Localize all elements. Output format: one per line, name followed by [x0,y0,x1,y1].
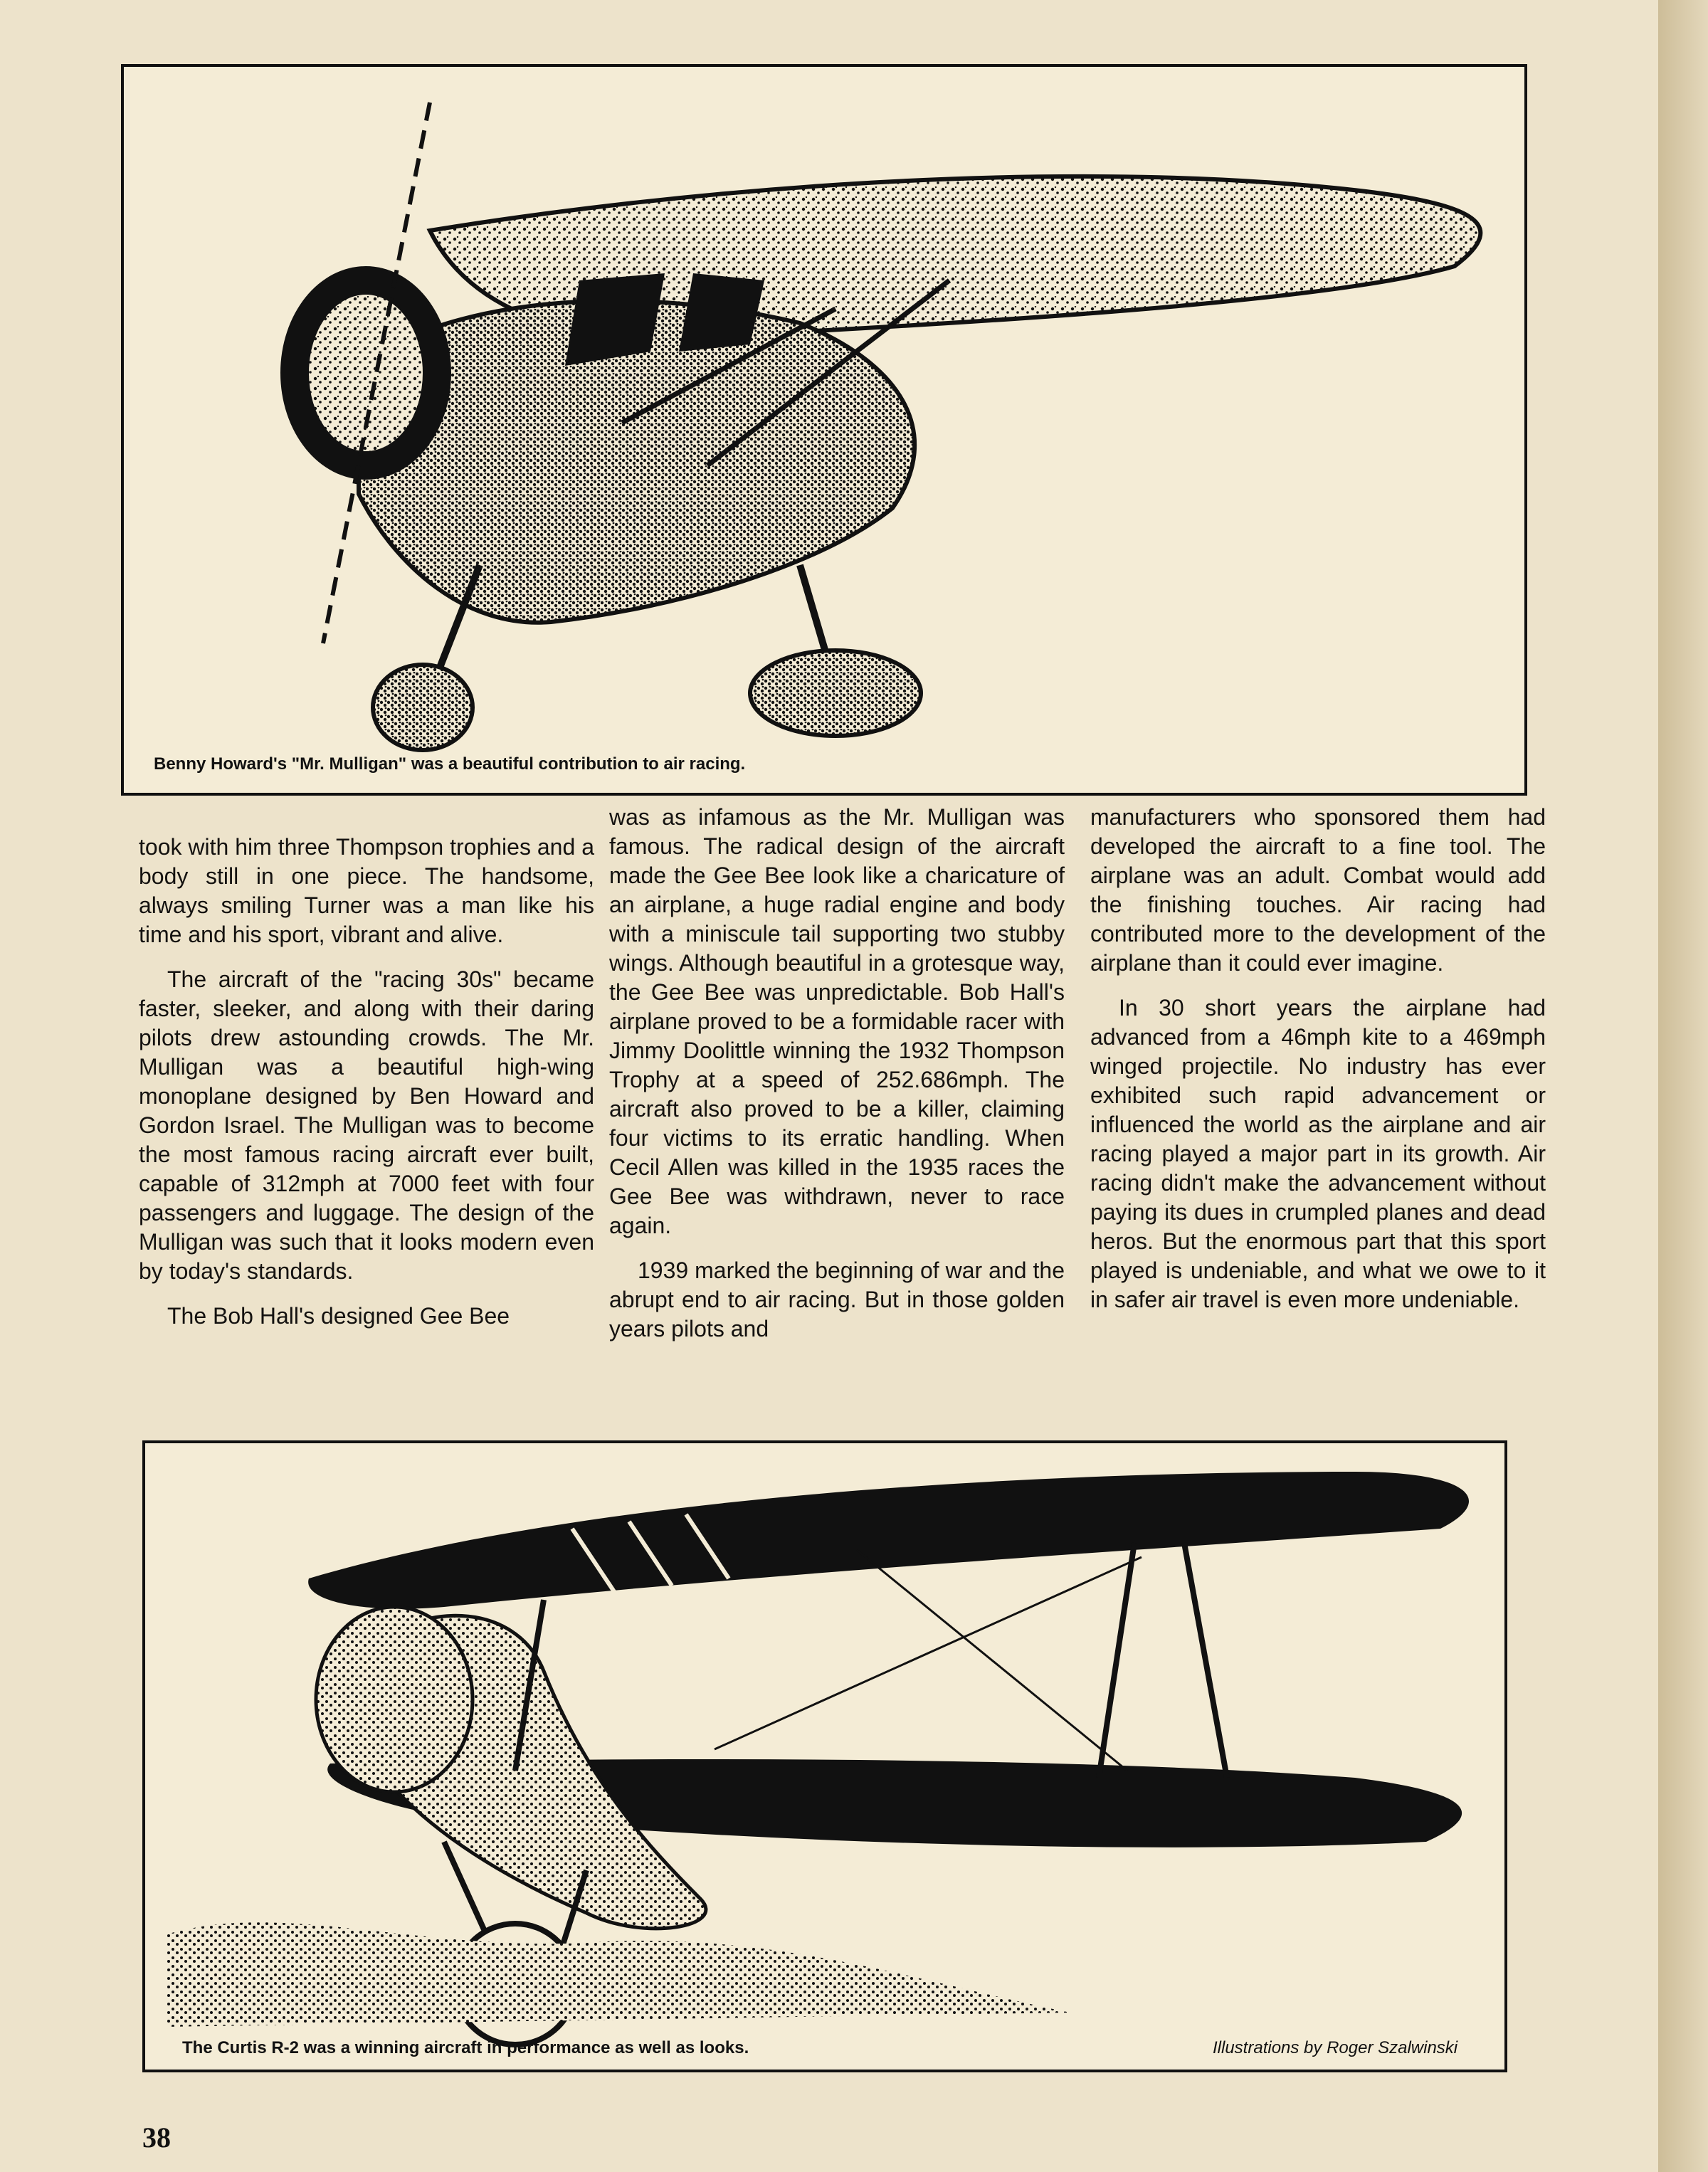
illustration-credit: Illustrations by Roger Szalwinski [1213,2038,1458,2057]
paragraph: was as infamous as the Mr. Mulligan was famous. The radical design of the aircraft made the Gee Bee look like a charicature of an airplane, a huge radial engine and body with a miniscule tail supporting two stubby wings. Although beautiful in a grotesque way, the Gee Bee was unpredictable. Bob Hall's airplane proved to be a formidable racer with Jimmy Doolittle winning the 1932 Thompson Trophy at a speed of 252.686mph. The aircraft also proved to be a killer, claiming four victims to its erratic handling. When Cecil Allen was killed in the 1935 races the Gee Bee was withdrawn, never to race again. [609,804,1065,1238]
page-edge [1658,0,1708,2172]
paragraph: 1939 marked the beginning of war and the abrupt end to air racing. But in those golden years pilots and [609,1258,1065,1341]
mr-mulligan-illustration [121,64,1527,796]
mr-mulligan-drawing [124,67,1524,793]
text-column-1 [139,833,594,1346]
curtis-r2-drawing [145,1443,1504,2070]
figure-caption: Benny Howard's "Mr. Mulligan" was a beautiful contribution to air racing. [154,754,746,774]
paragraph: took with him three Thompson trophies and a body still in one piece. The handsome, always smiling Turner was a man like his time and his sport, vibrant and alive. [139,834,594,947]
page-number: 38 [142,2121,171,2153]
paragraph: The aircraft of the "racing 30s" became faster, sleeker, and along with their daring pilots drew astounding crowds. The Mr. Mulligan was a beautiful high-wing monoplane designed by Ben Howard and Gordon Israel. The Mulligan was to become the most famous racing aircraft ever built, capable of 312mph at 7000 feet with four passengers and luggage. The design of the Mulligan was such that it looks modern even by today's standards. [139,966,594,1284]
paragraph: manufacturers who sponsored them had developed the aircraft to a fine tool. The airplane was an adult. Combat would add the finishing touches. Air racing had contributed more to the development of the airplane than it could ever imagine. [1090,804,1546,976]
curtis-r2-illustration [142,1440,1507,2072]
paragraph: The Bob Hall's designed Gee Bee [167,1303,510,1329]
paragraph: In 30 short years the airplane had advanced from a 46mph kite to a 469mph winged projectile. No industry has ever exhibited such rapid advancement or influenced the world as the airplane and air racing played a major part in its growth. Air racing didn't make the advancement without paying its dues in crumpled planes and dead heros. But the enormous part that this sport played is undeniable, and what we owe to it in safer air travel is even more undeniable. [1090,995,1546,1312]
figure-caption: The Curtis R-2 was a winning aircraft in performance as well as looks. [182,2038,749,2057]
text-column-3 [1090,803,1546,1330]
text-column-2 [609,803,1065,1359]
